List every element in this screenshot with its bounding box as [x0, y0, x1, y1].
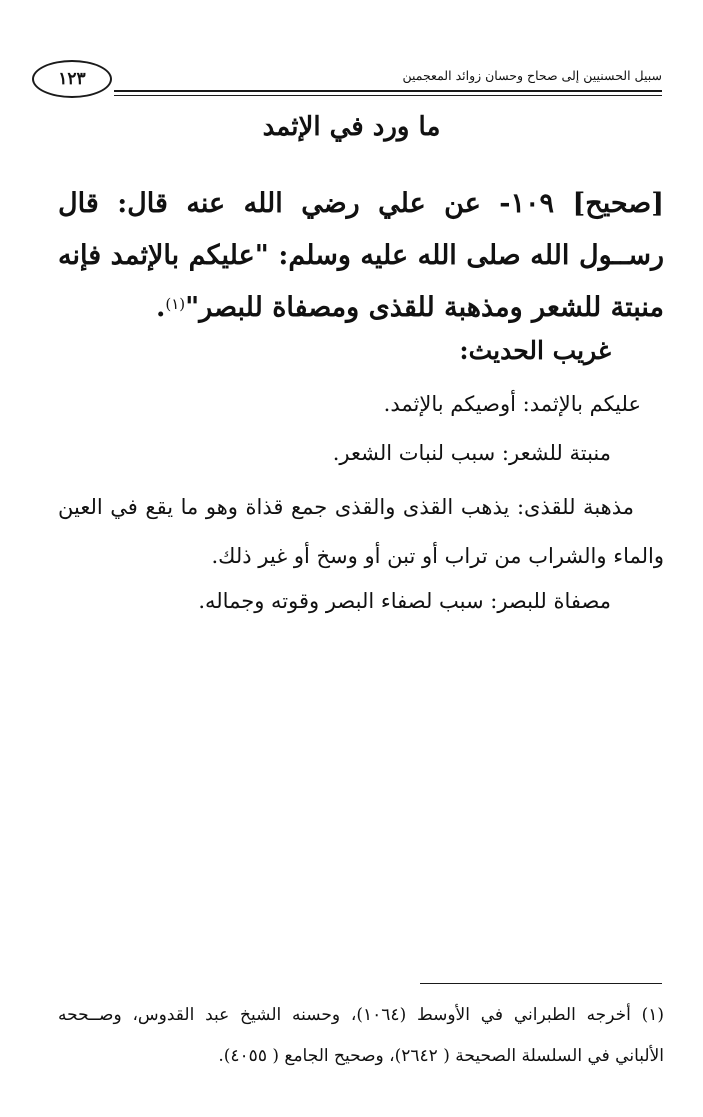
footnote-text: (١) أخرجه الطبراني في الأوسط (١٠٦٤)، وحسنه الشيخ عبد القدوس، وصــححه الألباني في السلسلة الصحيحة ( ٢٦٤٢)، وصحيح الجامع ( ٤٠٥٥). [58, 1005, 664, 1066]
page-number: ١٢٣ [32, 60, 112, 98]
page-header [30, 58, 662, 98]
hadith-end-mark: . [155, 292, 166, 323]
footnote-reference[interactable]: (١) [165, 295, 186, 313]
hadith-text-block [58, 178, 664, 334]
book-title: سبيل الحسنيين إلى صحاح وحسان زوائد المعجمين [402, 68, 662, 83]
glossary-entry: عليكم بالإثمد: أوصيكم بالإثمد. [383, 392, 641, 416]
glossary-entry: مذهبة للقذى: يذهب القذى والقذى جمع قذاة وهو ما يقع في العين والماء والشراب من تراب أو تبن أو وسخ أو غير ذلك. [58, 495, 664, 568]
hadith-number: ١٠٩- [499, 188, 555, 219]
footnote-separator [420, 983, 662, 984]
glossary-heading: غريب الحديث: [459, 336, 611, 365]
hadith-grade: [صحيح] [572, 188, 664, 219]
hadith-body: عن علي رضي الله عنه قال: قال رســول الله صلى الله عليه وسلم: "عليكم بالإثمد فإنه منبتة للشعر ومذهبة للقذى ومصفاة للبصر" [58, 188, 664, 323]
header-rule-thick [114, 90, 662, 92]
header-rule-thin [114, 95, 662, 96]
glossary-entry: مصفاة للبصر: سبب لصفاء البصر وقوته وجماله. [198, 589, 611, 613]
glossary-entry: منبتة للشعر: سبب لنبات الشعر. [332, 441, 611, 465]
chapter-title: ما ورد في الإثمد [262, 112, 441, 142]
